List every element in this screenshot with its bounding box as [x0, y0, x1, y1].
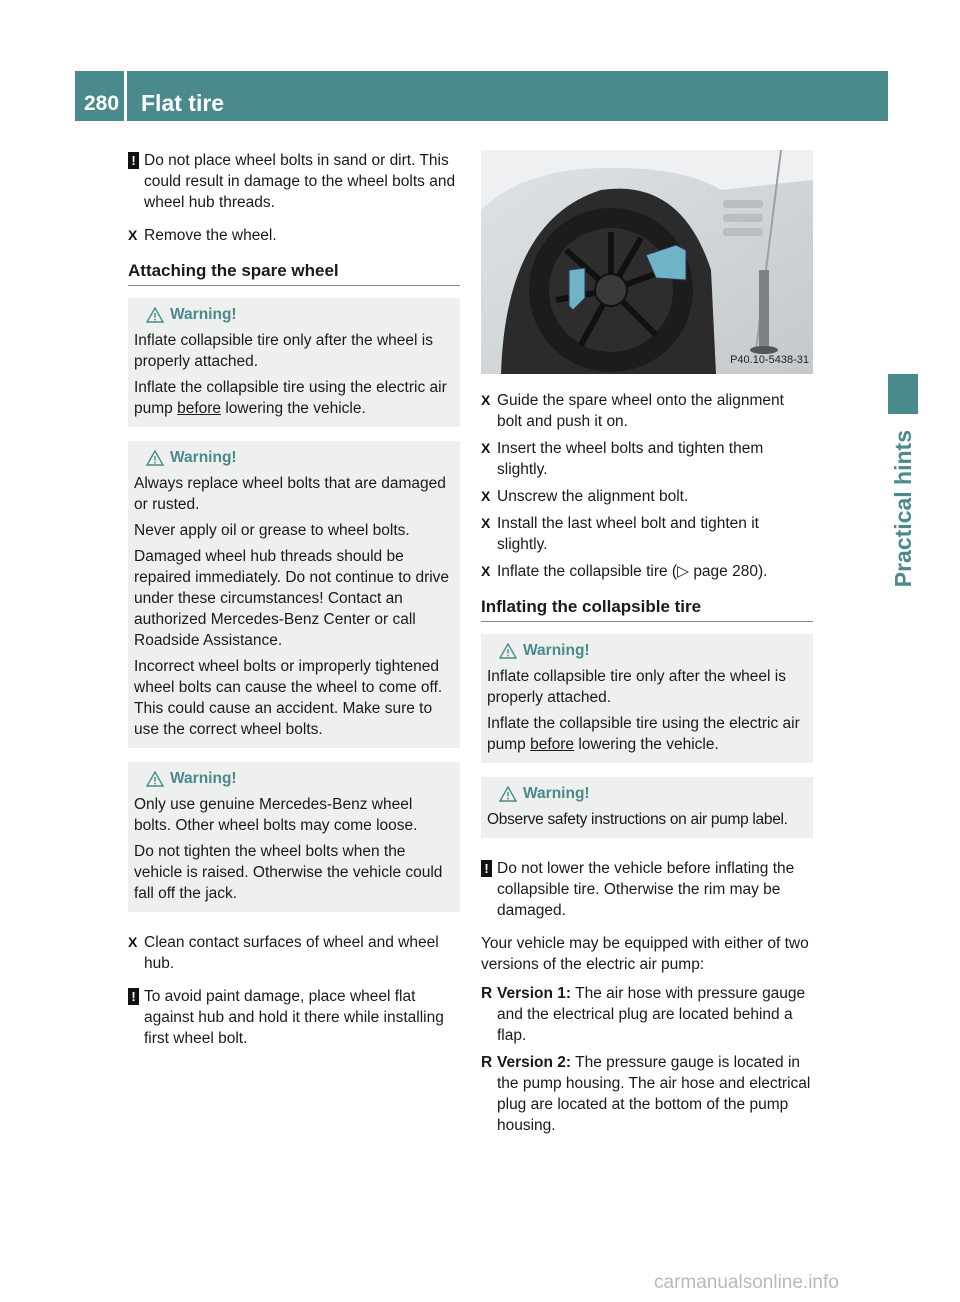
warning-title	[146, 768, 452, 789]
warning-triangle-icon	[146, 450, 164, 466]
warning-title-text: Warning!	[170, 770, 237, 787]
warning-box	[128, 441, 460, 748]
caution-note-text: Do not place wheel bolts in sand or dirt. This could result in damage to the wheel bolts and wheel hub threads.	[144, 152, 456, 211]
step-text-part: Inflate the collapsible tire (	[497, 563, 678, 580]
warning-text-part: lowering the vehicle.	[221, 400, 366, 417]
step-text-part: ).	[757, 563, 768, 580]
warning-text-part: Inflate the collapsible tire using the electric air pump	[487, 715, 800, 753]
warning-box	[128, 762, 460, 912]
step-text: Unscrew the alignment bolt.	[497, 488, 689, 505]
page-title: Flat tire	[141, 90, 225, 116]
warning-title	[146, 304, 452, 325]
warning-triangle-icon	[146, 771, 164, 787]
step-text: Guide the spare wheel onto the alignment bolt and push it on.	[497, 392, 784, 430]
section-heading: Attaching the spare wheel	[128, 260, 460, 286]
warning-title-text: Warning!	[170, 306, 237, 323]
instruction-step	[128, 225, 460, 246]
warning-text: Observe safety instructions on air pump label.	[487, 811, 788, 828]
list-item-label: Version 1:	[497, 985, 572, 1002]
warning-text-part: lowering the vehicle.	[574, 736, 719, 753]
step-arrow-icon: X	[481, 515, 491, 531]
caution-icon: !	[481, 860, 492, 877]
caution-note-text: Do not lower the vehicle before inflating the collapsible tire. Otherwise the rim may be damaged.	[497, 860, 795, 919]
caution-note	[128, 150, 460, 213]
warning-text: Damaged wheel hub threads should be repaired immediately. Do not continue to drive under these circumstances! Contact an authorized Mercedes-Benz Center or call Roadside Assistance.	[134, 548, 450, 649]
warning-triangle-icon	[146, 307, 164, 323]
instruction-step	[481, 390, 813, 432]
caution-icon: !	[128, 988, 139, 1005]
side-tab-marker	[888, 374, 918, 414]
list-item-text: The pressure gauge is located in the pump housing. The air hose and electrical plug are located at the bottom of the pump housing.	[497, 1054, 811, 1134]
warning-text	[487, 713, 805, 755]
step-text: Remove the wheel.	[144, 227, 277, 244]
step-arrow-icon: X	[481, 563, 491, 579]
warning-box	[481, 777, 813, 838]
list-item	[481, 1052, 813, 1136]
warning-text: Only use genuine Mercedes-Benz wheel bolts. Other wheel bolts may come loose.	[134, 796, 418, 834]
list-item-text: The air hose with pressure gauge and the electrical plug are located behind a flap.	[497, 985, 806, 1044]
warning-title	[146, 447, 452, 468]
warning-triangle-icon	[499, 786, 517, 802]
warning-text: Never apply oil or grease to wheel bolts.	[134, 522, 410, 539]
step-text: Insert the wheel bolts and tighten them slightly.	[497, 440, 764, 478]
left-column	[128, 150, 460, 1061]
list-item	[481, 983, 813, 1046]
warning-title-text: Warning!	[170, 449, 237, 466]
spare-wheel-illustration	[481, 150, 813, 374]
warning-box	[128, 298, 460, 427]
warning-triangle-icon	[499, 643, 517, 659]
page-number: 280	[84, 92, 120, 115]
step-text: Install the last wheel bolt and tighten it slightly.	[497, 515, 759, 553]
instruction-step	[481, 513, 813, 555]
warning-text: Incorrect wheel bolts or improperly tightened wheel bolts can cause the wheel to come off. This could cause an accident. Make sure to use the correct wheel bolts.	[134, 658, 443, 738]
warning-box	[481, 634, 813, 763]
warning-text: Inflate collapsible tire only after the wheel is properly attached.	[134, 332, 433, 370]
warning-text	[134, 377, 452, 419]
step-text: Clean contact surfaces of wheel and wheel hub.	[144, 934, 439, 972]
header-divider	[124, 71, 127, 121]
instruction-step	[128, 932, 460, 974]
caution-note-text: To avoid paint damage, place wheel flat against hub and hold it there while installing first wheel bolt.	[144, 988, 444, 1047]
warning-title	[499, 783, 805, 804]
spare-wheel-figure	[481, 150, 813, 374]
instruction-step	[481, 486, 813, 507]
warning-title	[499, 640, 805, 661]
bullet-icon: R	[481, 1054, 493, 1071]
caution-note	[481, 858, 813, 921]
step-arrow-icon: X	[481, 488, 491, 504]
warning-emphasis: before	[177, 400, 222, 417]
side-tab-label: Practical hints	[890, 430, 916, 588]
warning-text: Always replace wheel bolts that are damaged or rusted.	[134, 475, 446, 513]
bullet-icon: R	[481, 985, 493, 1002]
warning-text: Inflate collapsible tire only after the wheel is properly attached.	[487, 668, 786, 706]
warning-text-part: Inflate the collapsible tire using the electric air pump	[134, 379, 447, 417]
step-arrow-icon: X	[481, 440, 491, 456]
section-heading: Inflating the collapsible tire	[481, 596, 813, 622]
step-arrow-icon: X	[128, 934, 138, 950]
page-ref-arrow-icon: ▷	[677, 563, 694, 580]
watermark: carmanualsonline.info	[654, 1272, 839, 1293]
caution-icon: !	[128, 152, 139, 169]
warning-title-text: Warning!	[523, 785, 590, 802]
list-item-label: Version 2:	[497, 1054, 572, 1071]
warning-emphasis: before	[530, 736, 575, 753]
warning-title-text: Warning!	[523, 642, 590, 659]
figure-label: P40.10-5438-31	[730, 354, 809, 366]
right-column	[481, 150, 813, 1142]
warning-text: Do not tighten the wheel bolts when the vehicle is raised. Otherwise the vehicle could fall off the jack.	[134, 843, 443, 902]
caution-note	[128, 986, 460, 1049]
step-arrow-icon: X	[481, 392, 491, 408]
instruction-step	[481, 438, 813, 480]
page-reference-link[interactable]: page 280	[693, 563, 758, 580]
instruction-step	[481, 561, 813, 582]
body-paragraph: Your vehicle may be equipped with either of two versions of the electric air pump:	[481, 935, 809, 973]
step-arrow-icon: X	[128, 227, 138, 243]
